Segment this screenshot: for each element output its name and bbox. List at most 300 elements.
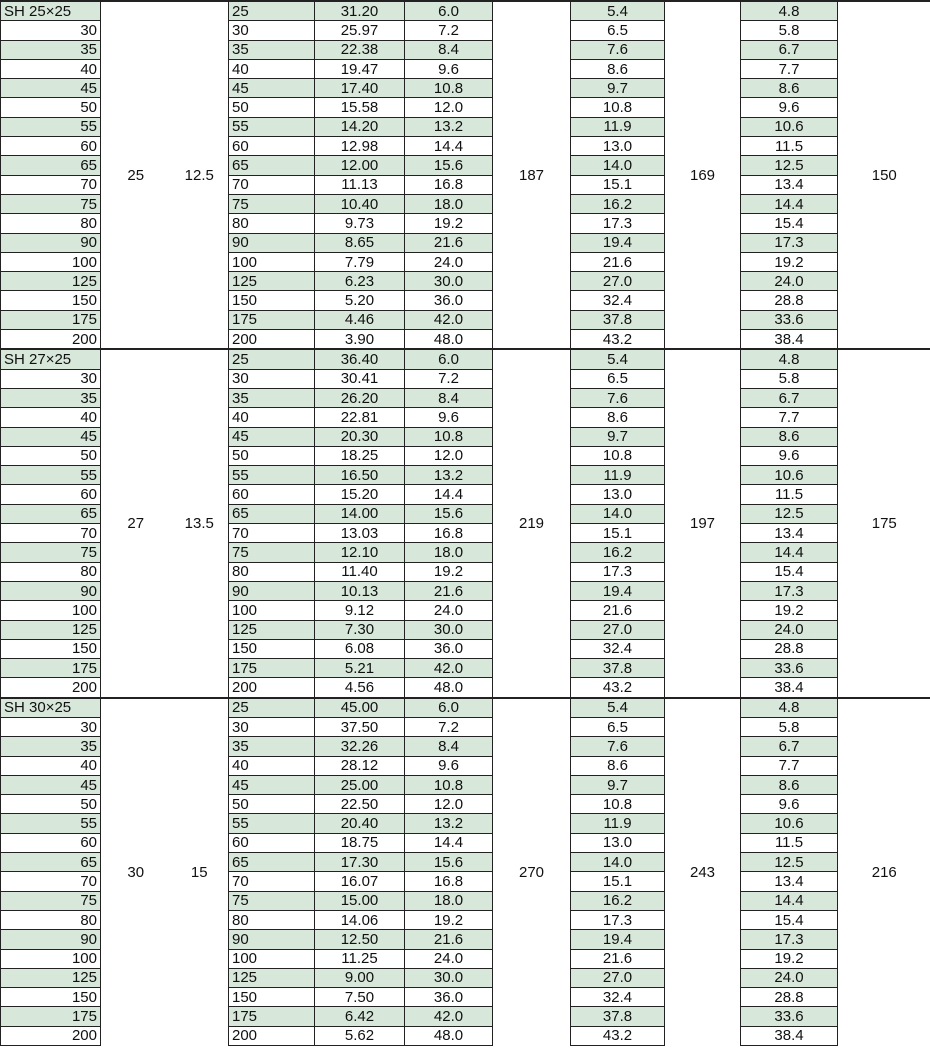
length-cell: 200 [229,1026,315,1045]
value-c-cell: 9.7 [571,775,665,794]
half-diameter-cell: 15 [171,698,229,1046]
value-b-cell: 14.4 [405,137,493,156]
value-d-cell: 14.4 [741,891,838,910]
length-cell: 175 [229,310,315,329]
value-c-cell: 13.0 [571,137,665,156]
size-cell: 40 [1,408,101,427]
size-cell: 200 [1,678,101,698]
length-cell: 150 [229,639,315,658]
length-cell: 35 [229,737,315,756]
value-b-cell: 42.0 [405,659,493,678]
size-cell: 45 [1,79,101,98]
value-d-cell: 15.4 [741,562,838,581]
value-d-cell: 13.4 [741,524,838,543]
size-cell: 50 [1,446,101,465]
value-c-cell: 16.2 [571,543,665,562]
value-a-cell: 8.65 [315,233,405,252]
length-cell: 25 [229,1,315,21]
value-b-cell: 48.0 [405,1026,493,1045]
value-c-cell: 14.0 [571,156,665,175]
value-a-cell: 15.58 [315,98,405,117]
value-d-cell: 6.7 [741,388,838,407]
value-c-cell: 32.4 [571,988,665,1007]
size-cell: 30 [1,369,101,388]
rating-1-cell: 187 [493,1,571,349]
size-cell: 35 [1,388,101,407]
value-b-cell: 16.8 [405,524,493,543]
size-cell: 55 [1,117,101,136]
length-cell: 200 [229,330,315,350]
value-d-cell: 4.8 [741,349,838,369]
value-c-cell: 15.1 [571,175,665,194]
value-a-cell: 13.03 [315,524,405,543]
size-cell: 100 [1,601,101,620]
table-row [1,1,930,21]
value-d-cell: 19.2 [741,601,838,620]
value-a-cell: 17.30 [315,853,405,872]
length-cell: 60 [229,137,315,156]
value-a-cell: 31.20 [315,1,405,21]
value-d-cell: 5.8 [741,21,838,40]
value-b-cell: 13.2 [405,466,493,485]
value-b-cell: 14.4 [405,833,493,852]
value-c-cell: 11.9 [571,466,665,485]
value-d-cell: 9.6 [741,98,838,117]
length-cell: 125 [229,272,315,291]
diameter-cell: 25 [101,1,171,349]
length-cell: 100 [229,601,315,620]
value-b-cell: 48.0 [405,678,493,698]
size-cell: 45 [1,427,101,446]
size-cell: 125 [1,968,101,987]
size-cell: 200 [1,330,101,350]
value-c-cell: 37.8 [571,659,665,678]
length-cell: 45 [229,427,315,446]
length-cell: 55 [229,466,315,485]
value-c-cell: 21.6 [571,601,665,620]
value-b-cell: 19.2 [405,562,493,581]
rating-3-cell: 175 [838,349,930,697]
value-d-cell: 19.2 [741,949,838,968]
value-b-cell: 8.4 [405,388,493,407]
length-cell: 70 [229,175,315,194]
length-cell: 45 [229,775,315,794]
size-cell: 50 [1,795,101,814]
table-body [1,1,930,1046]
length-cell: 75 [229,543,315,562]
value-c-cell: 32.4 [571,291,665,310]
value-d-cell: 14.4 [741,543,838,562]
value-a-cell: 10.40 [315,194,405,213]
value-d-cell: 38.4 [741,678,838,698]
value-d-cell: 6.7 [741,40,838,59]
value-b-cell: 16.8 [405,872,493,891]
length-cell: 30 [229,717,315,736]
value-d-cell: 8.6 [741,79,838,98]
value-d-cell: 5.8 [741,369,838,388]
value-b-cell: 36.0 [405,639,493,658]
value-b-cell: 12.0 [405,795,493,814]
value-b-cell: 24.0 [405,949,493,968]
value-a-cell: 7.50 [315,988,405,1007]
length-cell: 25 [229,349,315,369]
value-b-cell: 6.0 [405,698,493,718]
length-cell: 50 [229,446,315,465]
value-c-cell: 27.0 [571,620,665,639]
value-a-cell: 4.46 [315,310,405,329]
value-b-cell: 24.0 [405,601,493,620]
value-d-cell: 38.4 [741,330,838,350]
value-c-cell: 15.1 [571,872,665,891]
value-a-cell: 9.12 [315,601,405,620]
value-b-cell: 18.0 [405,543,493,562]
value-a-cell: 10.13 [315,581,405,600]
value-c-cell: 10.8 [571,446,665,465]
size-cell: 175 [1,310,101,329]
rating-2-cell: 197 [665,349,741,697]
value-b-cell: 21.6 [405,233,493,252]
length-cell: 35 [229,40,315,59]
value-a-cell: 12.10 [315,543,405,562]
value-d-cell: 17.3 [741,233,838,252]
value-a-cell: 18.25 [315,446,405,465]
value-a-cell: 20.40 [315,814,405,833]
value-b-cell: 21.6 [405,930,493,949]
size-cell: 150 [1,291,101,310]
size-cell: 200 [1,1026,101,1045]
size-cell: 90 [1,930,101,949]
value-b-cell: 30.0 [405,968,493,987]
value-c-cell: 43.2 [571,330,665,350]
size-cell: 100 [1,949,101,968]
value-d-cell: 7.7 [741,408,838,427]
value-c-cell: 43.2 [571,678,665,698]
value-b-cell: 18.0 [405,891,493,910]
value-c-cell: 37.8 [571,310,665,329]
size-cell: 40 [1,756,101,775]
value-d-cell: 38.4 [741,1026,838,1045]
length-cell: 30 [229,21,315,40]
length-cell: 55 [229,814,315,833]
value-d-cell: 12.5 [741,504,838,523]
value-a-cell: 36.40 [315,349,405,369]
value-c-cell: 21.6 [571,949,665,968]
value-c-cell: 14.0 [571,853,665,872]
value-a-cell: 5.20 [315,291,405,310]
size-cell: 150 [1,639,101,658]
size-cell: 70 [1,524,101,543]
value-c-cell: 11.9 [571,117,665,136]
diameter-cell: 27 [101,349,171,697]
value-d-cell: 12.5 [741,853,838,872]
value-d-cell: 24.0 [741,272,838,291]
value-a-cell: 30.41 [315,369,405,388]
length-cell: 40 [229,756,315,775]
value-c-cell: 13.0 [571,485,665,504]
size-cell: 65 [1,504,101,523]
value-c-cell: 17.3 [571,214,665,233]
value-b-cell: 13.2 [405,814,493,833]
value-d-cell: 8.6 [741,775,838,794]
length-cell: 100 [229,252,315,271]
value-c-cell: 7.6 [571,388,665,407]
size-cell: 60 [1,833,101,852]
length-cell: 80 [229,910,315,929]
model-name-cell: SH 25×25 [1,1,101,21]
value-a-cell: 5.21 [315,659,405,678]
value-c-cell: 5.4 [571,1,665,21]
value-c-cell: 32.4 [571,639,665,658]
size-cell: 125 [1,272,101,291]
size-cell: 65 [1,853,101,872]
size-cell: 80 [1,562,101,581]
size-cell: 70 [1,175,101,194]
value-b-cell: 15.6 [405,853,493,872]
length-cell: 90 [229,581,315,600]
value-b-cell: 9.6 [405,756,493,775]
value-b-cell: 6.0 [405,349,493,369]
length-cell: 45 [229,79,315,98]
size-cell: 35 [1,737,101,756]
value-b-cell: 16.8 [405,175,493,194]
size-cell: 70 [1,872,101,891]
rating-3-cell: 150 [838,1,930,349]
value-a-cell: 9.00 [315,968,405,987]
value-b-cell: 36.0 [405,291,493,310]
value-b-cell: 30.0 [405,272,493,291]
rating-1-cell: 219 [493,349,571,697]
size-cell: 175 [1,1007,101,1026]
value-a-cell: 14.06 [315,910,405,929]
value-d-cell: 33.6 [741,659,838,678]
value-b-cell: 42.0 [405,310,493,329]
half-diameter-cell: 13.5 [171,349,229,697]
value-c-cell: 5.4 [571,349,665,369]
size-cell: 40 [1,59,101,78]
value-c-cell: 7.6 [571,737,665,756]
length-cell: 100 [229,949,315,968]
model-name-cell: SH 30×25 [1,698,101,718]
length-cell: 50 [229,795,315,814]
value-c-cell: 8.6 [571,408,665,427]
rating-2-cell: 243 [665,698,741,1046]
value-d-cell: 13.4 [741,175,838,194]
size-cell: 30 [1,21,101,40]
size-cell: 55 [1,466,101,485]
value-c-cell: 9.7 [571,79,665,98]
value-d-cell: 15.4 [741,910,838,929]
value-a-cell: 17.40 [315,79,405,98]
value-a-cell: 14.00 [315,504,405,523]
length-cell: 25 [229,698,315,718]
value-d-cell: 10.6 [741,117,838,136]
value-b-cell: 12.0 [405,98,493,117]
value-b-cell: 10.8 [405,775,493,794]
length-cell: 55 [229,117,315,136]
value-a-cell: 19.47 [315,59,405,78]
value-a-cell: 15.20 [315,485,405,504]
value-c-cell: 10.8 [571,98,665,117]
model-name-cell: SH 27×25 [1,349,101,369]
value-d-cell: 19.2 [741,252,838,271]
length-cell: 75 [229,891,315,910]
value-a-cell: 28.12 [315,756,405,775]
size-cell: 175 [1,659,101,678]
value-c-cell: 16.2 [571,891,665,910]
value-c-cell: 37.8 [571,1007,665,1026]
length-cell: 125 [229,620,315,639]
length-cell: 90 [229,930,315,949]
value-a-cell: 12.98 [315,137,405,156]
value-a-cell: 6.23 [315,272,405,291]
value-a-cell: 20.30 [315,427,405,446]
length-cell: 80 [229,214,315,233]
value-b-cell: 7.2 [405,21,493,40]
table-row [1,698,930,718]
size-cell: 150 [1,988,101,1007]
value-c-cell: 19.4 [571,581,665,600]
value-a-cell: 11.13 [315,175,405,194]
value-c-cell: 6.5 [571,369,665,388]
value-d-cell: 11.5 [741,485,838,504]
value-c-cell: 43.2 [571,1026,665,1045]
diameter-cell: 30 [101,698,171,1046]
value-d-cell: 28.8 [741,988,838,1007]
rating-1-cell: 270 [493,698,571,1046]
length-cell: 65 [229,504,315,523]
value-a-cell: 22.81 [315,408,405,427]
value-d-cell: 28.8 [741,291,838,310]
value-a-cell: 3.90 [315,330,405,350]
value-a-cell: 16.07 [315,872,405,891]
value-d-cell: 7.7 [741,756,838,775]
value-b-cell: 12.0 [405,446,493,465]
value-b-cell: 42.0 [405,1007,493,1026]
size-cell: 55 [1,814,101,833]
size-cell: 125 [1,620,101,639]
value-a-cell: 4.56 [315,678,405,698]
value-a-cell: 12.00 [315,156,405,175]
value-a-cell: 5.62 [315,1026,405,1045]
size-cell: 80 [1,214,101,233]
value-c-cell: 8.6 [571,756,665,775]
size-cell: 100 [1,252,101,271]
value-c-cell: 13.0 [571,833,665,852]
size-cell: 60 [1,485,101,504]
value-c-cell: 21.6 [571,252,665,271]
value-d-cell: 7.7 [741,59,838,78]
value-d-cell: 14.4 [741,194,838,213]
value-d-cell: 28.8 [741,639,838,658]
value-c-cell: 19.4 [571,233,665,252]
value-c-cell: 27.0 [571,272,665,291]
value-d-cell: 5.8 [741,717,838,736]
size-cell: 90 [1,581,101,600]
length-cell: 150 [229,988,315,1007]
value-d-cell: 12.5 [741,156,838,175]
value-a-cell: 25.97 [315,21,405,40]
value-d-cell: 24.0 [741,620,838,639]
length-cell: 35 [229,388,315,407]
value-c-cell: 17.3 [571,910,665,929]
value-b-cell: 10.8 [405,79,493,98]
length-cell: 175 [229,1007,315,1026]
value-b-cell: 15.6 [405,156,493,175]
value-b-cell: 8.4 [405,737,493,756]
value-d-cell: 11.5 [741,137,838,156]
value-b-cell: 19.2 [405,910,493,929]
value-b-cell: 9.6 [405,59,493,78]
value-d-cell: 10.6 [741,466,838,485]
value-b-cell: 21.6 [405,581,493,600]
length-cell: 70 [229,872,315,891]
size-cell: 35 [1,40,101,59]
value-d-cell: 6.7 [741,737,838,756]
size-cell: 60 [1,137,101,156]
value-d-cell: 4.8 [741,698,838,718]
value-d-cell: 33.6 [741,310,838,329]
value-b-cell: 15.6 [405,504,493,523]
value-d-cell: 17.3 [741,581,838,600]
value-c-cell: 8.6 [571,59,665,78]
value-b-cell: 36.0 [405,988,493,1007]
value-b-cell: 30.0 [405,620,493,639]
value-c-cell: 11.9 [571,814,665,833]
length-cell: 65 [229,156,315,175]
value-b-cell: 18.0 [405,194,493,213]
value-a-cell: 14.20 [315,117,405,136]
value-b-cell: 14.4 [405,485,493,504]
size-cell: 45 [1,775,101,794]
value-a-cell: 18.75 [315,833,405,852]
value-b-cell: 7.2 [405,717,493,736]
length-cell: 60 [229,485,315,504]
length-cell: 60 [229,833,315,852]
value-a-cell: 26.20 [315,388,405,407]
value-b-cell: 8.4 [405,40,493,59]
size-cell: 90 [1,233,101,252]
length-cell: 200 [229,678,315,698]
size-cell: 75 [1,194,101,213]
length-cell: 50 [229,98,315,117]
value-d-cell: 24.0 [741,968,838,987]
value-a-cell: 7.79 [315,252,405,271]
value-d-cell: 13.4 [741,872,838,891]
value-b-cell: 13.2 [405,117,493,136]
value-b-cell: 6.0 [405,1,493,21]
value-d-cell: 15.4 [741,214,838,233]
value-c-cell: 17.3 [571,562,665,581]
value-c-cell: 27.0 [571,968,665,987]
length-cell: 80 [229,562,315,581]
size-cell: 75 [1,891,101,910]
value-a-cell: 11.25 [315,949,405,968]
value-a-cell: 37.50 [315,717,405,736]
value-c-cell: 19.4 [571,930,665,949]
value-c-cell: 9.7 [571,427,665,446]
value-a-cell: 6.42 [315,1007,405,1026]
value-a-cell: 16.50 [315,466,405,485]
size-cell: 75 [1,543,101,562]
length-cell: 175 [229,659,315,678]
value-a-cell: 22.50 [315,795,405,814]
value-b-cell: 19.2 [405,214,493,233]
length-cell: 75 [229,194,315,213]
table-row [1,349,930,369]
value-d-cell: 17.3 [741,930,838,949]
length-cell: 150 [229,291,315,310]
value-d-cell: 33.6 [741,1007,838,1026]
